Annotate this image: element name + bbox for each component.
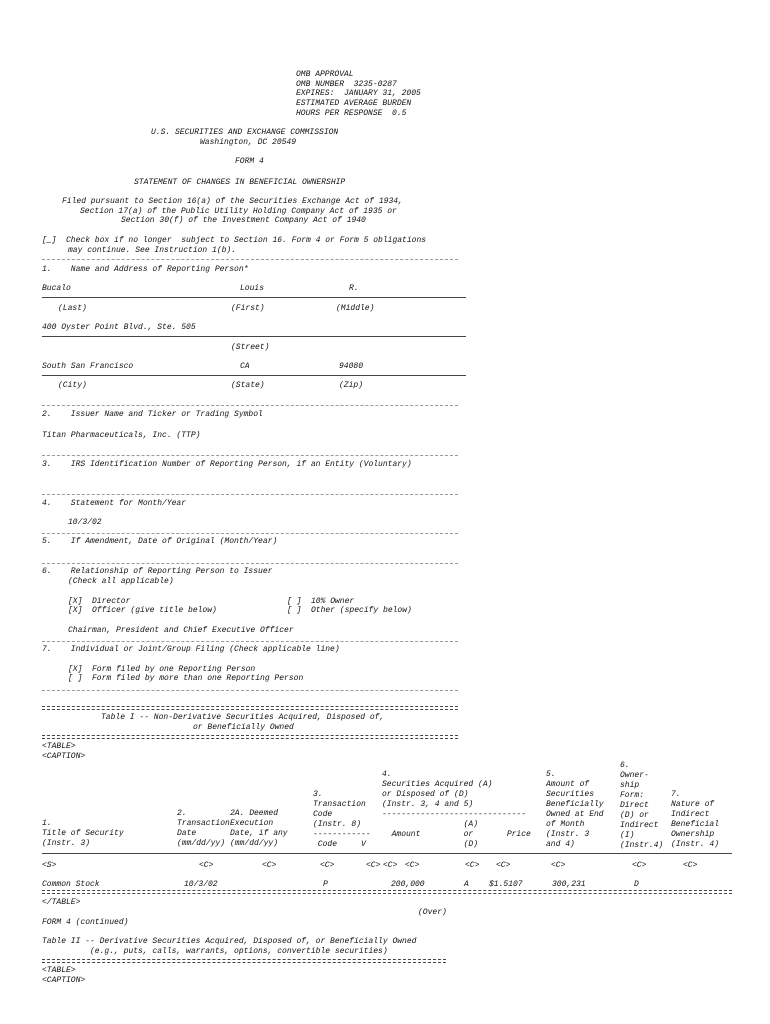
issuer-name: Titan Pharmaceuticals, Inc. (TTP) — [42, 431, 201, 440]
table-tag: <TABLE> — [42, 966, 76, 975]
col-securities-acquired-disposed: 4. Securities Acquired (A) or Disposed of (D) (Instr. 3, 4 and 5) ------------------------------ (A) Amount or Price (D) — [382, 770, 531, 849]
tag-c: <C> — [262, 861, 277, 870]
divider — [42, 405, 458, 406]
filed-pursuant-line-2: Section 17(a) of the Public Utility Holding Company Act of 1935 or — [80, 207, 397, 216]
cell-code: P — [323, 880, 328, 889]
col-transaction-code: 3. Transaction Code (Instr. 8) ------------ Code V — [313, 790, 371, 849]
item6-subheading: (Check all applicable) — [68, 577, 174, 586]
cell-amount: 200,000 — [391, 880, 425, 889]
tag-c: <C> — [320, 861, 335, 870]
cell-amount-owned: 300,231 — [552, 880, 586, 889]
form-continued: FORM 4 (continued) — [42, 918, 129, 927]
rule — [42, 336, 466, 337]
cell-price: $1.5107 — [489, 880, 523, 889]
rule — [42, 375, 466, 376]
tag-c: <C> — [383, 861, 398, 870]
state: CA — [240, 362, 250, 371]
divider — [42, 690, 458, 691]
table-tag: <TABLE> — [42, 742, 76, 751]
cell-ownership-form: D — [634, 880, 639, 889]
section16-checkbox-line[interactable]: [_] Check box if no longer subject to Section 16. Form 4 or Form 5 obligations — [42, 236, 427, 245]
divider — [42, 455, 458, 456]
rule — [42, 297, 466, 298]
caption-tag: <CAPTION> — [42, 752, 86, 761]
cell-acquired-disposed: A — [464, 880, 469, 889]
filed-pursuant-line-3: Section 30(f) of the Investment Company Act of 1940 — [121, 216, 366, 225]
double-rule — [42, 890, 732, 894]
city: South San Francisco — [42, 362, 134, 371]
table2-subtitle: (e.g., puts, calls, warrants, options, convertible securities) — [90, 947, 388, 956]
over-note: (Over) — [418, 908, 447, 917]
label-middle: (Middle) — [336, 304, 375, 313]
label-zip: (Zip) — [339, 381, 364, 390]
checkbox-one-person[interactable]: [X] Form filed by one Reporting Person — [68, 665, 256, 674]
tag-c: <C> — [199, 861, 214, 870]
form-number: FORM 4 — [235, 157, 264, 166]
cell-transaction-date: 10/3/02 — [184, 880, 218, 889]
section16-note: may continue. See Instruction 1(b). — [68, 246, 237, 255]
caption-tag: <CAPTION> — [42, 976, 86, 985]
tag-c: <C> — [366, 861, 381, 870]
omb-approval: OMB APPROVAL — [296, 70, 354, 79]
label-first: (First) — [231, 304, 265, 313]
street-address: 400 Oyster Point Blvd., Ste. 505 — [42, 323, 196, 332]
col-ownership-form: 6. Owner- ship Form: Direct (D) or Indirect (I) (Instr.4) — [620, 761, 664, 850]
checkbox-ten-percent-owner[interactable]: [ ] 10% Owner — [287, 597, 355, 606]
label-state: (State) — [231, 381, 265, 390]
checkbox-more-persons[interactable]: [ ] Form filed by more than one Reporting Person — [68, 674, 304, 683]
name-first: Louis — [240, 284, 265, 293]
tag-c: <C> — [551, 861, 566, 870]
checkbox-other[interactable]: [ ] Other (specify below) — [287, 606, 412, 615]
checkbox-officer[interactable]: [X] Officer (give title below) — [68, 606, 217, 615]
end-table-tag: </TABLE> — [42, 898, 81, 907]
item7-heading: 7. Individual or Joint/Group Filing (Check applicable line) — [42, 645, 340, 654]
omb-burden: ESTIMATED AVERAGE BURDEN — [296, 99, 412, 108]
filed-pursuant-line-1: Filed pursuant to Section 16(a) of the Securities Exchange Act of 1934, — [62, 197, 403, 206]
label-city: (City) — [58, 381, 87, 390]
label-street: (Street) — [231, 343, 270, 352]
omb-hours: HOURS PER RESPONSE 0.5 — [296, 109, 407, 118]
tag-s: <S> — [42, 861, 57, 870]
tag-c: <C> — [632, 861, 647, 870]
label-last: (Last) — [58, 304, 87, 313]
col-title-of-security: 1. Title of Security (Instr. 3) — [42, 819, 124, 848]
rule — [42, 853, 732, 854]
double-rule — [42, 706, 458, 710]
statement-month-year: 10/3/02 — [68, 518, 102, 527]
name-last: Bucalo — [42, 284, 71, 293]
agency-city: Washington, DC 20549 — [200, 138, 297, 147]
table1-subtitle: or Beneficially Owned — [193, 723, 294, 732]
divider — [42, 641, 458, 642]
item3-heading: 3. IRS Identification Number of Reporting Person, if an Entity (Voluntary) — [42, 460, 412, 469]
cell-security: Common Stock — [42, 880, 100, 889]
checkbox-director[interactable]: [X] Director — [68, 597, 131, 606]
form-title: STATEMENT OF CHANGES IN BENEFICIAL OWNERSHIP — [134, 178, 346, 187]
divider — [42, 563, 458, 564]
item1-heading: 1. Name and Address of Reporting Person* — [42, 265, 249, 274]
divider — [42, 533, 458, 534]
double-rule — [42, 735, 458, 739]
divider — [42, 259, 458, 260]
officer-title: Chairman, President and Chief Executive Officer — [68, 626, 294, 635]
table1-title: Table I -- Non-Derivative Securities Acquired, Disposed of, — [101, 713, 385, 722]
double-rule — [42, 959, 446, 963]
divider — [42, 494, 458, 495]
omb-expires: EXPIRES: JANUARY 31, 2005 — [296, 89, 421, 98]
tag-c: <C> — [683, 861, 698, 870]
name-middle: R. — [349, 284, 359, 293]
item5-heading: 5. If Amendment, Date of Original (Month/Year) — [42, 537, 278, 546]
zip: 94080 — [339, 362, 364, 371]
agency-name: U.S. SECURITIES AND EXCHANGE COMMISSION — [151, 128, 339, 137]
tag-c: <C> — [465, 861, 480, 870]
tag-c: <C> — [496, 861, 511, 870]
col-deemed-execution-date: 2A. Deemed Execution Date, if any (mm/dd/yy) — [230, 809, 288, 848]
col-nature-of-ownership: 7. Nature of Indirect Beneficial Ownership (Instr. 4) — [671, 790, 720, 849]
omb-number: OMB NUMBER 3235-0287 — [296, 80, 397, 89]
table2-title: Table II -- Derivative Securities Acquired, Disposed of, or Beneficially Owned — [42, 937, 417, 946]
item6-heading: 6. Relationship of Reporting Person to Issuer — [42, 567, 273, 576]
item2-heading: 2. Issuer Name and Ticker or Trading Symbol — [42, 410, 263, 419]
col-transaction-date: 2. Transaction Date (mm/dd/yy) — [177, 809, 230, 848]
tag-c: <C> — [405, 861, 420, 870]
item4-heading: 4. Statement for Month/Year — [42, 499, 187, 508]
col-amount-owned: 5. Amount of Securities Beneficially Owned at End of Month (Instr. 3 and 4) — [546, 770, 604, 849]
